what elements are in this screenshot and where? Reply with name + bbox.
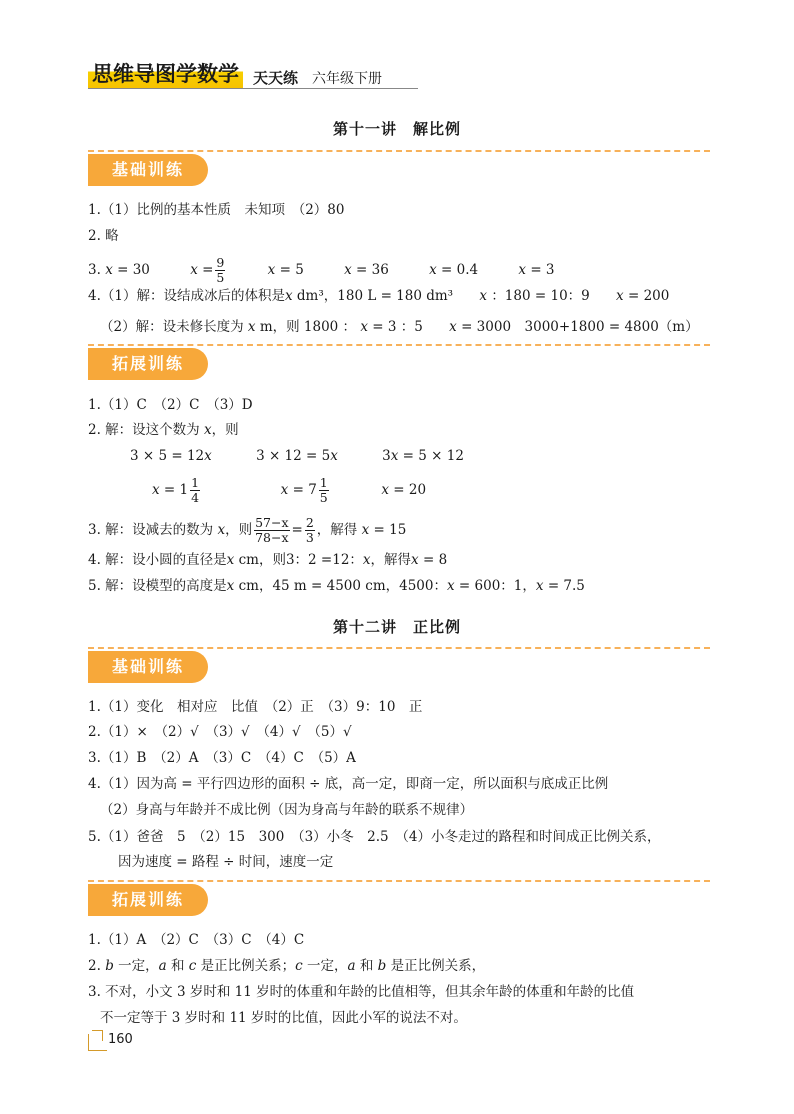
section-divider — [88, 150, 710, 152]
section-divider — [88, 647, 710, 649]
l12-basic-q5-1: 5.（1）爸爸 5 （2）15 300 （3）小冬 2.5 （4）小冬走过的路程和时间成正比例关系， — [88, 829, 661, 845]
l11-ext-q2-equations: 3 × 5 = 12x 3 × 12 = 5x 3x = 5 × 12 — [130, 448, 464, 464]
l12-ext-q3-2: 不一定等于 3 岁时和 11 岁时的比值，因此小军的说法不对。 — [100, 1010, 467, 1026]
l11-ext-q2: 2. 解：设这个数为 x，则 — [88, 422, 239, 438]
section-divider — [88, 880, 710, 882]
l12-ext-q3-1: 3. 不对，小文 3 岁时和 11 岁时的体重和年龄的比值相等，但其余年龄的体重和年龄的比值 — [88, 984, 635, 1000]
l11-ext-q2-answers: x = 1 $\frac{1}{4}$ x = 7 $\frac{1}{5}$ x = 20 — [152, 475, 427, 505]
l11-basic-q2: 2. 略 — [88, 228, 119, 244]
fraction: $\frac{57-x}{78-x}$ — [255, 515, 289, 545]
fraction: $\frac{9}{5}$ — [216, 255, 225, 285]
fraction: $\frac{1}{4}$ — [191, 475, 200, 505]
section-tag-extension: 拓展训练 — [88, 884, 208, 916]
l11-ext-q3: 3. 解：设减去的数为 x，则 $\frac{57-x}{78-x}$ = $\frac{2}{3}$ ，解得 x = 15 — [88, 515, 407, 545]
lecture-12-title: 第十二讲 正比例 — [332, 618, 461, 636]
series-name: 天天练 — [253, 69, 299, 87]
header-divider — [88, 88, 418, 89]
fraction: $\frac{1}{5}$ — [319, 475, 328, 505]
l12-basic-q5-2: 因为速度 = 路程 ÷ 时间，速度一定 — [118, 854, 334, 870]
lecture-11-title: 第十一讲 解比例 — [332, 120, 461, 138]
l12-basic-q1: 1.（1）变化 相对应 比值 （2）正 （3）9：10 正 — [88, 699, 423, 715]
l12-basic-q4-1: 4.（1）因为高 = 平行四边形的面积 ÷ 底，高一定，即商一定，所以面积与底成正比例 — [88, 776, 609, 792]
section-divider — [88, 344, 710, 346]
section-tag-basic: 基础训练 — [88, 154, 208, 186]
l11-basic-q4-1: 4.（1）解：设结成冰后的体积是x dm³，180 L = 180 dm³ x ：180 = 10：9 x = 200 — [88, 288, 670, 304]
l11-ext-q5: 5. 解：设模型的高度是x cm，45 m = 4500 cm，4500：x = 600：1，x = 7.5 — [88, 578, 585, 594]
section-tag-basic: 基础训练 — [88, 651, 208, 683]
l11-basic-q3: 3. x = 30 x = $\frac{9}{5}$ x = 5 x = 36 x = 0.4 x = 3 — [88, 255, 555, 285]
l12-basic-q3: 3.（1）B （2）A （3）C （4）C （5）A — [88, 750, 356, 766]
page-header — [88, 62, 382, 88]
section-tag-extension: 拓展训练 — [88, 348, 208, 380]
l12-basic-q4-2: （2）身高与年龄并不成比例（因为身高与年龄的联系不规律） — [100, 802, 474, 818]
l11-ext-q4: 4. 解：设小圆的直径是x cm，则3：2 =12：x，解得x = 8 — [88, 552, 448, 568]
l11-ext-q1: 1.（1）C （2）C （3）D — [88, 397, 253, 413]
page-corner-mark — [92, 1030, 103, 1041]
l12-basic-q2: 2.（1）× （2）√ （3）√ （4）√ （5）√ — [88, 724, 352, 740]
page-number: 160 — [108, 1032, 133, 1047]
brand-title: 思维导图学数学 — [88, 58, 243, 88]
l12-ext-q2: 2. b 一定，a 和 c 是正比例关系；c 一定，a 和 b 是正比例关系， — [88, 958, 486, 974]
grade-label: 六年级下册 — [312, 71, 383, 87]
l11-basic-q4-2: （2）解：设未修长度为 x m，则 1800 ： x = 3 ：5 x = 3000 3000+1800 = 4800（m） — [100, 319, 699, 335]
l11-basic-q1: 1.（1）比例的基本性质 未知项 （2）80 — [88, 202, 345, 218]
l12-ext-q1: 1.（1）A （2）C （3）C （4）C — [88, 932, 305, 948]
fraction: $\frac{2}{3}$ — [305, 515, 314, 545]
